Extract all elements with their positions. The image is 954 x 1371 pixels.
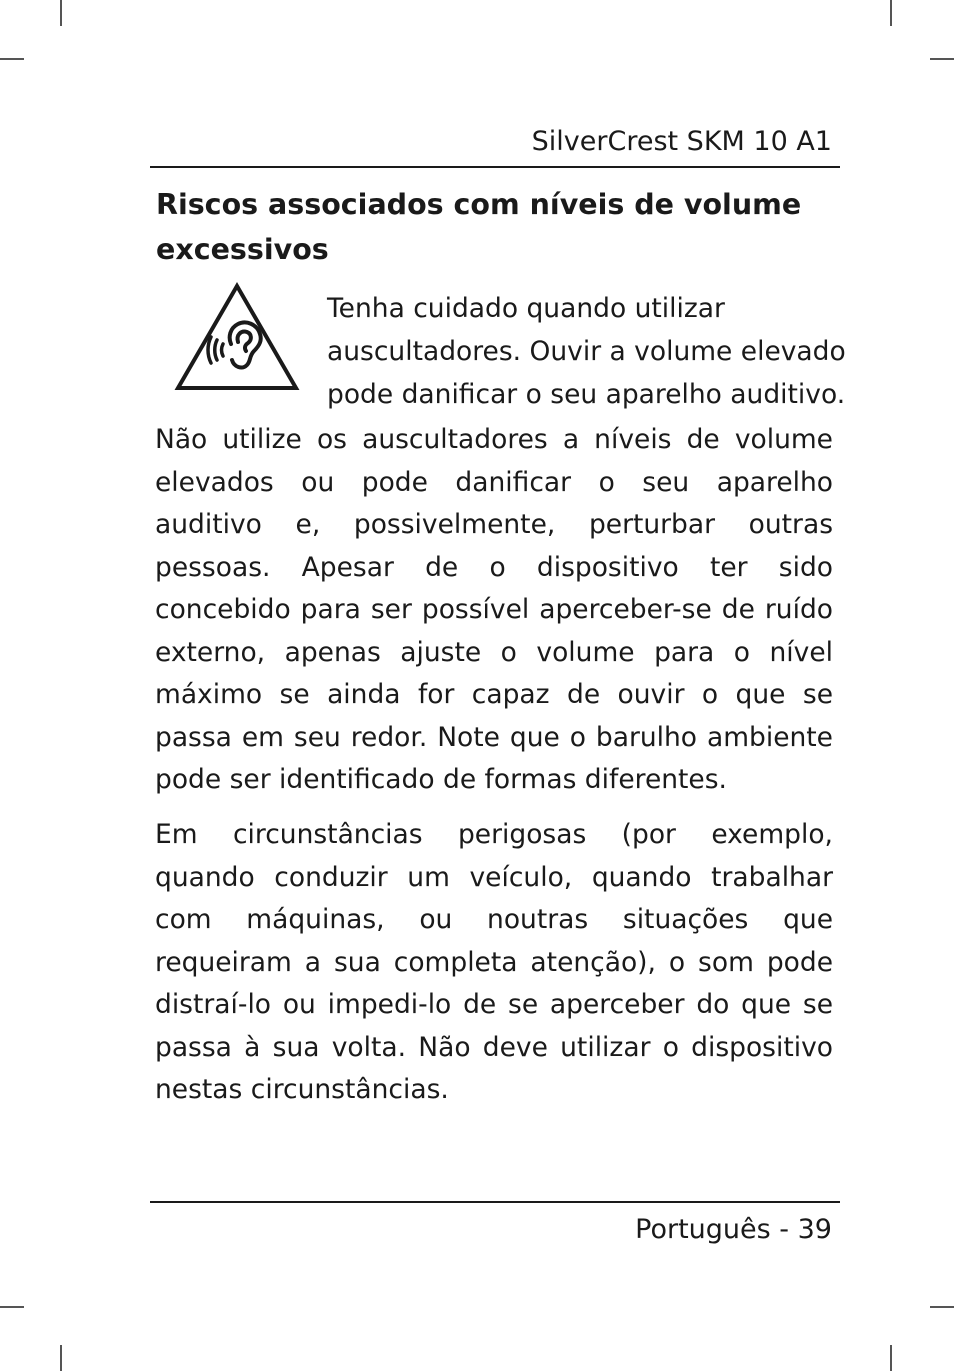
intro-line: auscultadores. Ouvir a volume elevado xyxy=(327,336,846,367)
ear-warning-triangle-icon xyxy=(174,282,300,392)
crop-mark-top-left-horizontal xyxy=(0,58,24,60)
footer-rule xyxy=(150,1201,840,1203)
body-paragraph: Não utilize os auscultadores a níveis de volume elevados ou pode danificar o seu aparelho auditivo e, possivelmente, perturbar outras pessoas. Apesar de o dispositivo ter sido concebido para ser possível aperceber-se de ruído externo, apenas ajuste o volume para o nível máximo se ainda for capaz de ouvir o que se passa em seu redor. Note que o barulho ambiente pode ser identificado de formas diferentes. xyxy=(155,424,833,795)
header-rule xyxy=(150,166,840,168)
crop-mark-top-right-horizontal xyxy=(930,58,954,60)
intro-line: pode danificar o seu aparelho auditivo. xyxy=(327,379,846,410)
intro-line: Tenha cuidado quando utilizar xyxy=(327,293,725,324)
crop-mark-bottom-left-vertical xyxy=(60,1345,62,1371)
running-header: SilverCrest SKM 10 A1 xyxy=(531,126,832,157)
crop-mark-bottom-left-horizontal xyxy=(0,1306,24,1308)
crop-mark-bottom-right-vertical xyxy=(890,1345,892,1371)
crop-mark-bottom-right-horizontal xyxy=(930,1306,954,1308)
page-number-footer: Português - 39 xyxy=(635,1214,832,1245)
crop-mark-top-left-vertical xyxy=(60,0,62,26)
body-paragraph: Em circunstâncias perigosas (por exemplo, quando conduzir um veículo, quando trabalhar com máquinas, ou noutras situações que requeiram a sua completa atenção), o som pode distraí-lo ou impedi-lo de se aperceber do que se passa à sua volta. Não deve utilizar o dispositivo nestas circunstâncias. xyxy=(155,819,833,1105)
warning-intro-text xyxy=(327,287,846,416)
section-title: Riscos associados com níveis de volume excessivos xyxy=(156,188,802,266)
crop-mark-top-right-vertical xyxy=(890,0,892,26)
